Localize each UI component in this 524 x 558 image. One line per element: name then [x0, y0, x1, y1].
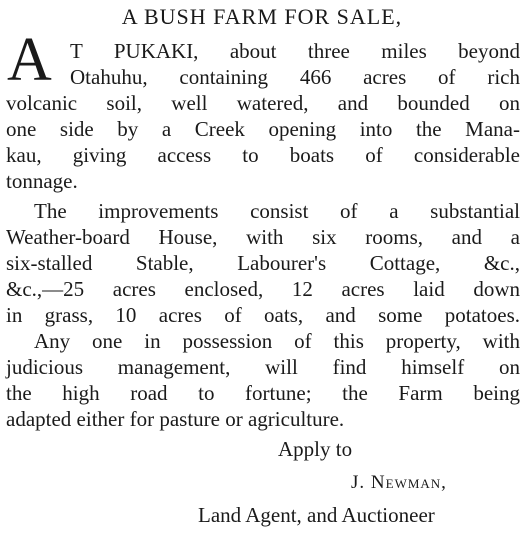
paragraph-1-line-1: T PUKAKI, about three miles beyond: [70, 39, 520, 63]
agent-initial: J.: [351, 472, 366, 493]
paragraph-1-line-3: volcanic soil, well watered, and bounded on: [6, 91, 520, 115]
paragraph-2-line-5: in grass, 10 acres of oats, and some potatoes.: [6, 303, 520, 327]
agent-name: [351, 472, 447, 494]
apply-to: Apply to: [278, 437, 353, 461]
paragraph-2-line-1: The improvements consist of a substantial: [34, 199, 520, 223]
agent-title: Land Agent, and Auctioneer: [198, 503, 435, 527]
drop-cap: A: [7, 26, 52, 94]
paragraph-1-line-6: tonnage.: [6, 169, 78, 193]
paragraph-3-line-3: the high road to fortune; the Farm being: [6, 381, 520, 405]
paragraph-1-line-2: Otahuhu, containing 466 acres of rich: [70, 65, 520, 89]
advert-title: A BUSH FARM FOR SALE,: [121, 4, 403, 29]
agent-surname: Newman,: [370, 472, 447, 493]
paragraph-3-line-4: adapted either for pasture or agriculture.: [6, 407, 345, 431]
paragraph-1-line-4: one side by a Creek opening into the Mana-: [6, 117, 520, 141]
paragraph-3-line-2: judicious management, will find himself on: [6, 355, 520, 379]
paragraph-1-line-5: kau, giving access to boats of considerable: [6, 143, 520, 167]
paragraph-2-line-2: Weather-board House, with six rooms, and a: [6, 225, 520, 249]
paragraph-2-line-4: &c.,—25 acres enclosed, 12 acres laid down: [6, 277, 520, 301]
paragraph-2-line-3: six-stalled Stable, Labourer's Cottage, &c.,: [6, 251, 520, 275]
paragraph-3-line-1: Any one in possession of this property, with: [34, 329, 520, 353]
